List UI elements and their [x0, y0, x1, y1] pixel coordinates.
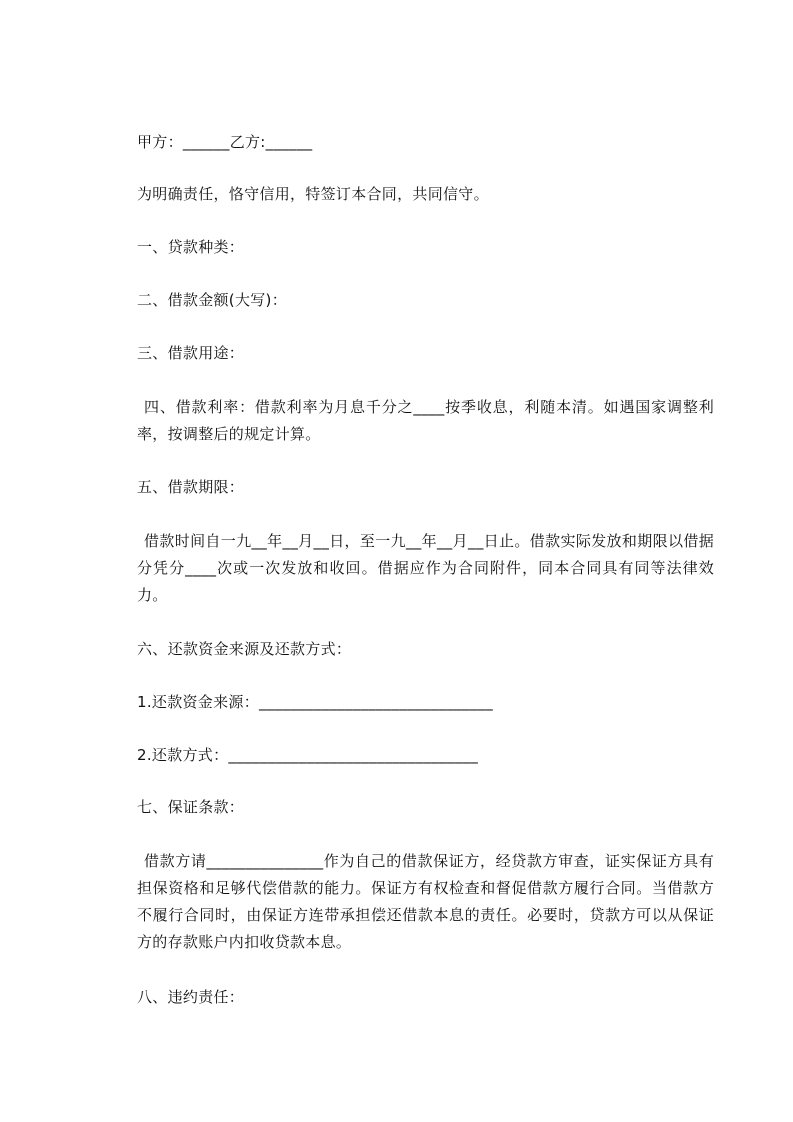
section-7-paragraph: 借款方请_______________作为自己的借款保证方，经贷款方审查，证实保证方具有担保资格和足够代偿借款的能力。保证方有权检查和督促借款方履行合同。当借款方不履行合同时，由保证方连带承担偿还借款本息的责任。必要时，贷款方可以从保证方的存款账户内扣收贷款本息。	[137, 852, 714, 951]
section-5-paragraph: 借款时间自一九__年__月__日，至一九__年__月__日止。借款实际发放和期限以借据分凭分____次或一次发放和收回。借据应作为合同附件，同本合同具有同等法律效力。	[137, 532, 714, 604]
section-7-heading: 七、保证条款：	[137, 798, 245, 816]
section-6-item-2: 2.还款方式：________________________________	[137, 746, 479, 764]
section-1-heading: 一、贷款种类：	[137, 238, 245, 256]
section-2-heading: 二、借款金额(大写)：	[137, 291, 288, 309]
parties-line: 甲方：______乙方:______	[137, 133, 313, 151]
section-3-heading: 三、借款用途：	[137, 344, 245, 362]
section-5-heading: 五、借款期限：	[137, 478, 245, 496]
section-6-heading: 六、还款资金来源及还款方式：	[137, 640, 352, 658]
preamble: 为明确责任，恪守信用，特签订本合同，共同信守。	[137, 185, 489, 203]
section-6-item-1: 1.还款资金来源：______________________________	[137, 693, 494, 711]
section-8-heading: 八、违约责任：	[137, 988, 245, 1006]
section-4-paragraph: 四、借款利率：借款利率为月息千分之____按季收息，利随本清。如遇国家调整利率，按调整后的规定计算。	[137, 398, 714, 443]
